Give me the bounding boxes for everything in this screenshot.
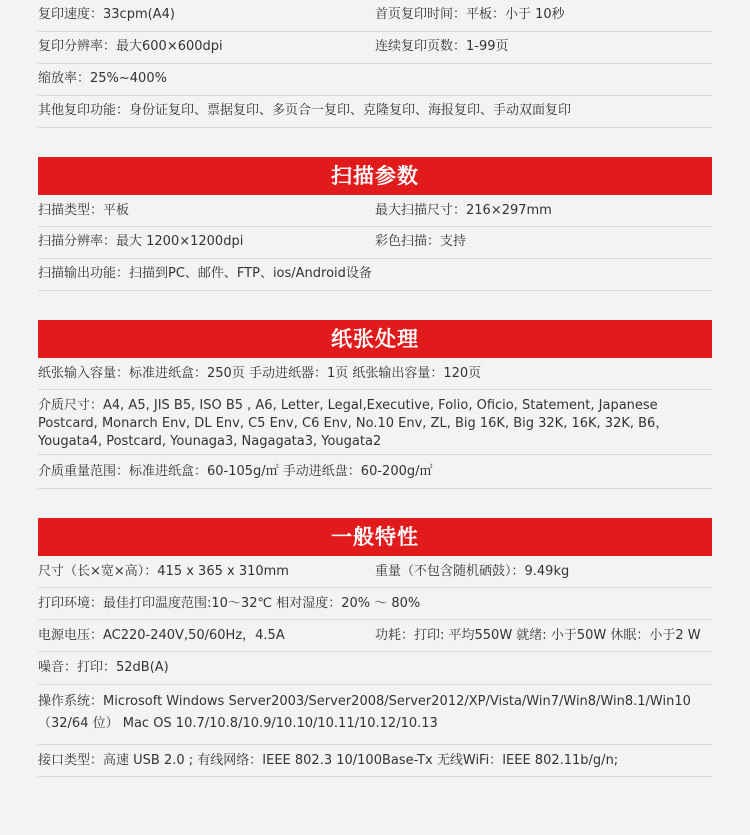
spec-row-scan-resolution [38, 227, 712, 259]
spec-row-copy-other [38, 96, 712, 128]
spec-row-general-environment [38, 588, 712, 620]
general-dimensions: 尺寸（长×宽×高）：415 x 365 x 310mm [38, 564, 289, 579]
spec-row-copy-zoom [38, 64, 712, 96]
spec-row-general-power [38, 620, 712, 652]
spec-row-general-noise [38, 652, 712, 685]
general-voltage: 电源电压：AC220-240V,50/60Hz，4.5A [38, 628, 285, 643]
section-title-paper: 纸张处理 [38, 320, 712, 358]
general-environment: 打印环境：最佳打印温度范围:10～32℃ 相对湿度：20% ～ 80% [38, 596, 421, 611]
spec-row-general-interface [38, 745, 712, 777]
general-os: 操作系统：Microsoft Windows Server2003/Server2008/Server2012/XP/Vista/Win7/Win8/Win8.1/Win10（32/64 位） Mac OS 10.7/10.8/10.9/10.10/10.11/10.12/10.13 [38, 694, 691, 731]
scan-type: 扫描类型：平板 [38, 203, 130, 218]
copy-resolution: 复印分辨率：最大600×600dpi [38, 39, 223, 54]
scan-color: 彩色扫描：支持 [375, 234, 467, 249]
scan-resolution: 扫描分辨率：最大 1200×1200dpi [38, 234, 244, 249]
section-title-scan: 扫描参数 [38, 157, 712, 195]
general-power: 功耗：打印: 平均550W 就绪: 小于50W 休眠：小于2 W [375, 628, 701, 643]
spec-row-paper-media-size [38, 390, 712, 455]
paper-media-size: 介质尺寸：A4, A5, JIS B5, ISO B5 , A6, Letter, Legal,Executive, Folio, Oficio, Statement, Japanese Postcard, Monarch Env, DL Env, C5 Env, C6 Env, No.10 Env, ZL, Big 16K, Big 32K, 16K, 32K, B6， Yougata4, Postcard, Younaga3, Nagagata3, Yougata2 [38, 398, 669, 449]
copy-speed: 复印速度：33cpm(A4) [38, 7, 175, 22]
paper-capacity: 纸张输入容量：标准进纸盒：250页 手动进纸器：1页 纸张输出容量：120页 [38, 366, 482, 381]
spec-row-scan-type [38, 195, 712, 227]
spec-row-general-dimensions [38, 556, 712, 588]
general-noise: 噪音：打印：52dB(A) [38, 660, 169, 675]
general-interface: 接口类型：高速 USB 2.0 ; 有线网络：IEEE 802.3 10/100Base-Tx 无线WiFi：IEEE 802.11b/g/n; [38, 753, 619, 768]
spec-row-general-os [38, 685, 712, 745]
scan-max-size: 最大扫描尺寸：216×297mm [375, 203, 552, 218]
spec-row-paper-weight [38, 455, 712, 489]
spec-row-copy-resolution [38, 32, 712, 64]
section-title-general: 一般特性 [38, 518, 712, 556]
general-weight: 重量（不包含随机硒鼓）：9.49kg [375, 564, 570, 579]
scan-output: 扫描输出功能：扫描到PC、邮件、FTP、ios/Android设备 [38, 266, 372, 281]
spec-row-scan-output [38, 259, 712, 291]
spec-row-copy-speed [38, 0, 712, 32]
copy-continuous: 连续复印页数：1-99页 [375, 39, 509, 54]
copy-zoom: 缩放率：25%~400% [38, 71, 167, 86]
copy-other-functions: 其他复印功能：身份证复印、票据复印、多页合一复印、克隆复印、海报复印、手动双面复印 [38, 103, 572, 118]
spec-row-paper-capacity [38, 358, 712, 390]
paper-weight: 介质重量范围：标准进纸盒：60-105g/㎡ 手动进纸盘：60-200g/㎡ [38, 464, 433, 479]
copy-first-page-time: 首页复印时间：平板：小于 10秒 [375, 7, 565, 22]
